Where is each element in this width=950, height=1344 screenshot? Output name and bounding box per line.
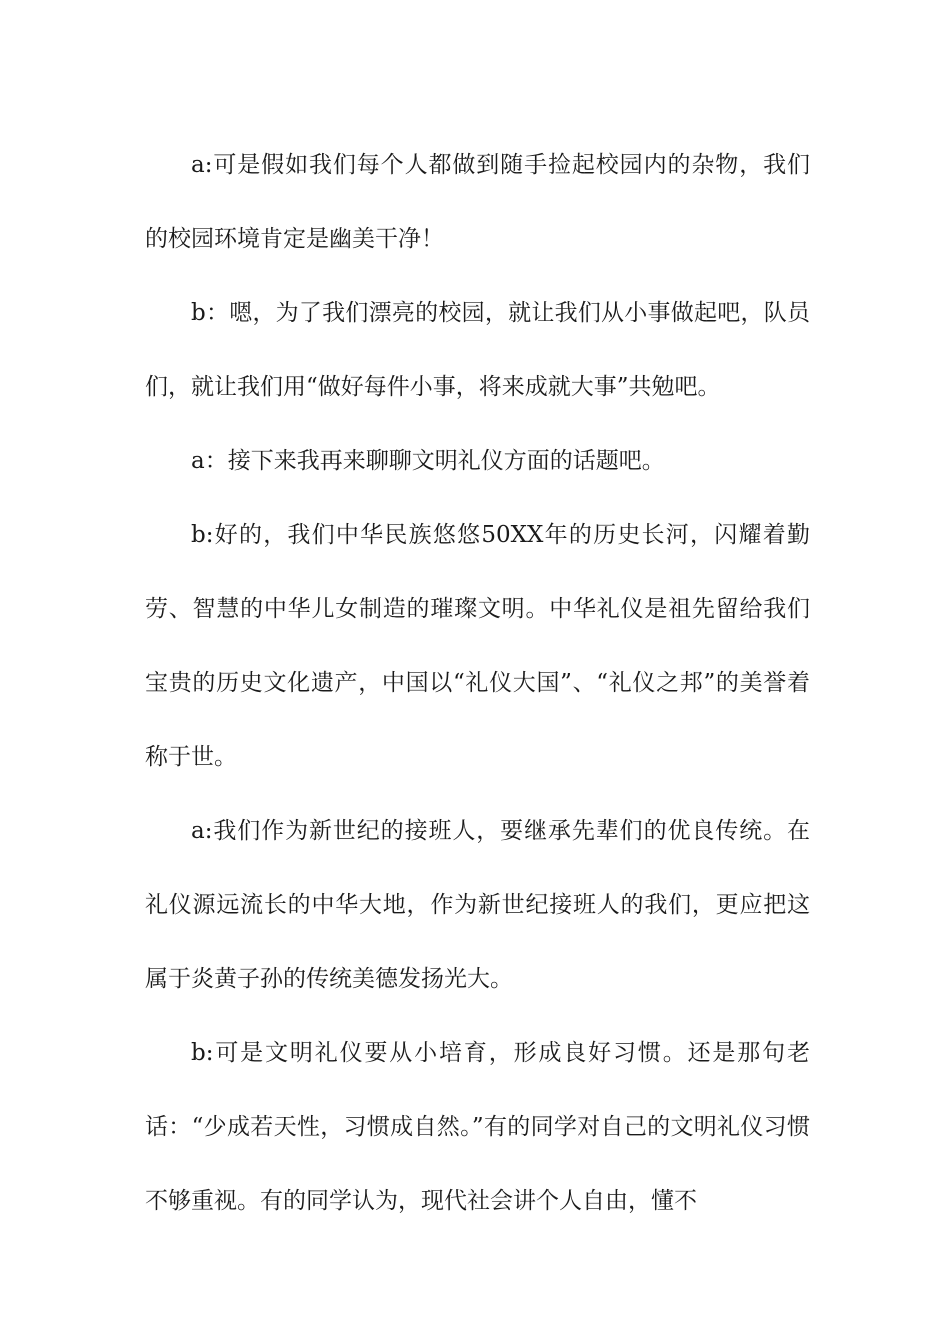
paragraph-1: a:可是假如我们每个人都做到随手捡起校园内的杂物，我们的校园环境肯定是幽美干净！	[145, 152, 810, 252]
document-body	[145, 128, 810, 1238]
paragraph-3: a：接下来我再来聊聊文明礼仪方面的话题吧。	[191, 448, 665, 474]
paragraph-4: b:好的，我们中华民族悠悠50XX年的历史长河，闪耀着勤劳、智慧的中华儿女制造的璀璨文明。中华礼仪是祖先留给我们宝贵的历史文化遗产，中国以“礼仪大国”、“礼仪之邦”的美誉着称于世。	[145, 522, 810, 770]
paragraph-6: b:可是文明礼仪要从小培育，形成良好习惯。还是那句老话：“少成若天性，习惯成自然。”有的同学对自己的文明礼仪习惯不够重视。有的同学认为，现代社会讲个人自由，懂不	[145, 1040, 810, 1214]
paragraph-2: b：嗯，为了我们漂亮的校园，就让我们从小事做起吧，队员们，就让我们用“做好每件小事，将来成就大事”共勉吧。	[145, 300, 810, 400]
paragraph-5: a:我们作为新世纪的接班人，要继承先辈们的优良传统。在礼仪源远流长的中华大地，作为新世纪接班人的我们，更应把这属于炎黄子孙的传统美德发扬光大。	[145, 818, 810, 992]
